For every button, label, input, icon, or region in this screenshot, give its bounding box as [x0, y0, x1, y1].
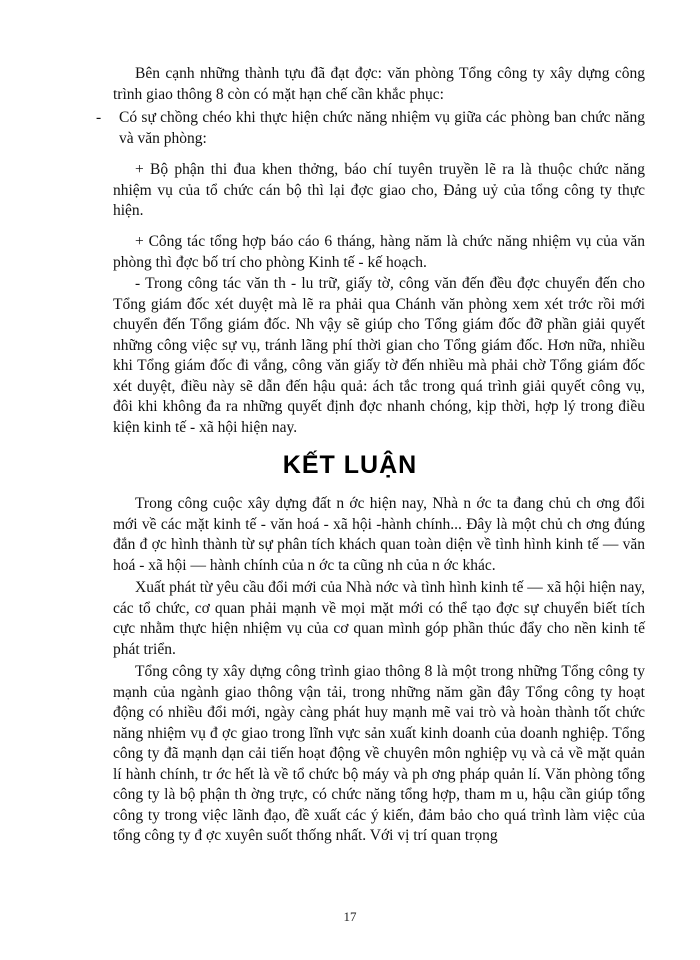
bullet-text: Có sự chồng chéo khi thực hiện chức năng nhiệm vụ giữa các phòng ban chức năng và văn phòng: [119, 109, 645, 147]
paragraph-emulation-department: + Bộ phận thi đua khen thởng, báo chí tuyên truyền lẽ ra là thuộc chức năng nhiệm vụ của tổ chức cán bộ thì lại đợc giao cho, Đảng uỷ của tổng công ty thực hiện. [113, 161, 645, 219]
page-number: 17 [343, 909, 357, 924]
paragraph-renewal-requirement: Xuất phát từ yêu cầu đổi mới của Nhà nớc và tình hình kinh tế — xã hội hiện nay, các tổ chức, cơ quan phải mạnh về mọi mặt mới có thể tạo đợc sự chuyển biết tích cực nhằm thực hiện nhiệm vụ của cơ quan mình góp phần thúc đẩy cho nền kinh tế phát triển. [113, 579, 645, 658]
paragraph-reporting: + Công tác tổng hợp báo cáo 6 tháng, hàng năm là chức năng nhiệm vụ của văn phòng thì đợc bố trí cho phòng Kinh tế - kế hoạch. [113, 233, 645, 271]
bullet-mark: - [96, 109, 102, 126]
paragraph-corporation-overview: Tổng công ty xây dựng công trình giao thông 8 là một trong những Tổng công ty mạnh của ngành giao thông vận tải, trong những năm gần đây Tổng công ty hoạt động có nhiều đổi mới, ngày càng phát huy mạnh mẽ vai trò và hoàn thành tốt chức năng nhiệm vụ đ ợc giao trong lĩnh vực sản xuất kinh doanh của doanh nghiệp. Tổng công ty đã mạnh dạn cải tiến hoạt động về chuyên môn nghiệp vụ và cả về mặt quản lí hành chính, tr ớc hết là về tổ chức bộ máy và ph ơng pháp quản lí. Văn phòng tổng công ty là bộ phận th ờng trực, có chức năng tổng hợp, tham m u, hậu cần giúp tổng công ty trong việc lãnh đạo, đề xuất các ý kiến, đảm bảo cho quá trình làm việc của tổng công ty đ ợc xuyên suốt thống nhất. Với vị trí quan trọng [113, 663, 645, 844]
paragraph-limitations-intro: Bên cạnh những thành tựu đã đạt đợc: văn phòng Tổng công ty xây dựng công trình giao thông 8 còn có mặt hạn chế cần khắc phục: [113, 65, 645, 103]
paragraph-clerical-work: - Trong công tác văn th - lu trữ, giấy tờ, công văn đến đều đợc chuyển đến cho Tổng giám đốc xét duyệt mà lẽ ra phải qua Chánh văn phòng xem xét trớc rồi mới chuyển đến Tổng giám đốc. Nh vậy sẽ giúp cho Tổng giám đốc đỡ phần giải quyết những công việc sự vụ, tránh lãng phí thời gian cho Tổng giám đốc. Hơn nữa, nhiều khi Tổng giám đốc đi vắng, công văn giấy tờ đến nhiều mà phải chờ Tổng giám đốc xét duyệt, điều này sẽ dẫn đến hậu quả: ách tắc trong quá trình giải quyết công vụ, đôi khi không đa ra những quyết định đợc nhanh chóng, kịp thời, hợp lý trong điều kiện kinh tế - xã hội hiện nay. [113, 275, 645, 436]
section-heading-conclusion: KẾT LUẬN [282, 451, 418, 479]
paragraph-renewal-policy: Trong công cuộc xây dựng đất n ớc hiện nay, Nhà n ớc ta đang chủ ch ơng đổi mới về các mặt kinh tế - văn hoá - xã hội -hành chính... Đây là một chủ ch ơng đúng đắn đ ợc hình thành từ sự phân tích khách quan toàn diện về tình hình kinh tế — văn hoá - xã hội — hành chính của n ớc ta cũng nh của n ớc khác. [113, 495, 645, 574]
